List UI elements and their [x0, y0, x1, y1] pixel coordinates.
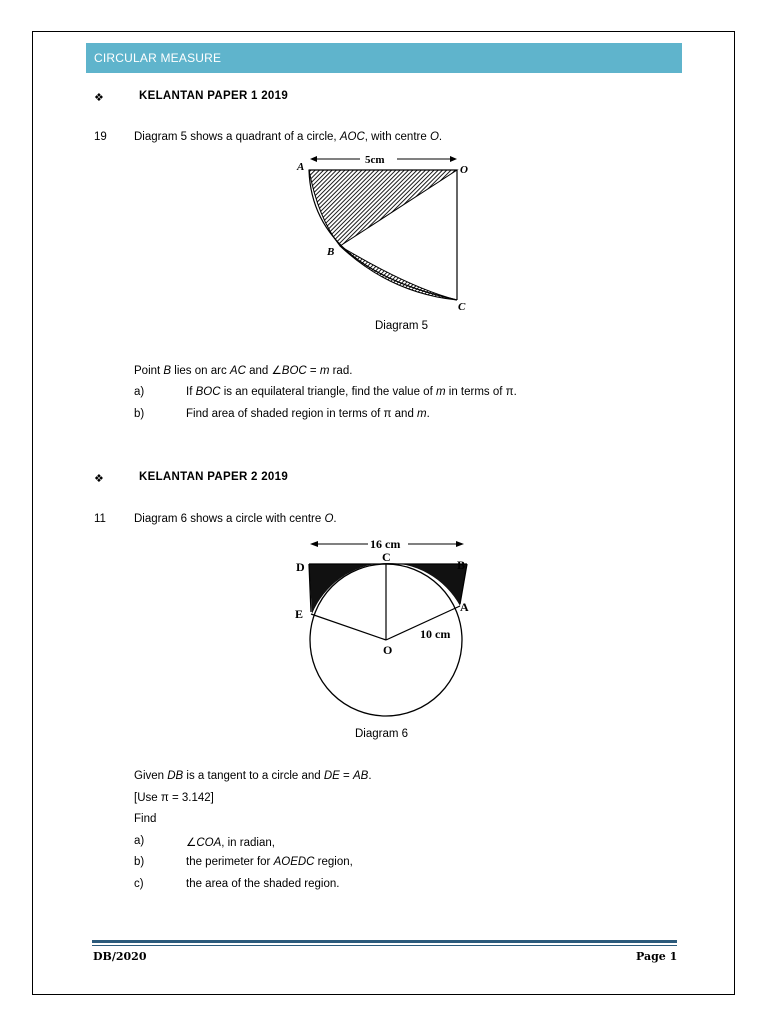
footer-left: DB/2020: [93, 950, 147, 963]
length-label: 5cm: [365, 154, 385, 166]
diagram-6: [290, 530, 480, 725]
q19-intro: Diagram 5 shows a quadrant of a circle, AOC, with centre O.: [134, 131, 443, 143]
section2-title: KELANTAN PAPER 2 2019: [139, 471, 289, 483]
q19-part-a-text: If BOC is an equilateral triangle, find the value of m in terms of π.: [186, 386, 517, 398]
q11-use-pi: [Use π = 3.142]: [134, 792, 214, 804]
section1-title: KELANTAN PAPER 1 2019: [139, 90, 289, 102]
label-c: C: [458, 301, 466, 313]
diagram6-caption: Diagram 6: [355, 728, 409, 740]
label-a: A: [297, 161, 305, 173]
section2-bullet: ❖: [94, 473, 104, 485]
q11-intro: Diagram 6 shows a circle with centre O.: [134, 513, 337, 525]
header-bar: [86, 43, 682, 73]
q11-part-c-label: c): [134, 878, 144, 890]
label-o: O: [460, 164, 468, 176]
label-b: B: [327, 246, 335, 258]
label-e: E: [295, 607, 304, 621]
q11-number: 11: [94, 513, 106, 525]
diagram-5: [290, 148, 480, 318]
radius-label: 10 cm: [420, 627, 451, 641]
label-c: C: [382, 550, 391, 564]
q11-part-c-text: the area of the shaded region.: [186, 878, 340, 890]
width-label: 16 cm: [370, 537, 401, 551]
q19-point-text: Point B lies on arc AC and ∠BOC = m rad.: [134, 365, 353, 377]
shaded-region-bc: [340, 246, 457, 300]
q19-part-b-text: Find area of shaded region in terms of π and m.: [186, 408, 430, 420]
diagram5-caption: Diagram 5: [375, 320, 429, 332]
footer-rule-thin: [92, 945, 677, 946]
q11-find: Find: [134, 813, 157, 825]
q19-number: 19: [94, 131, 107, 143]
section1-bullet: ❖: [94, 92, 104, 104]
label-o: O: [383, 643, 393, 657]
q19-part-b-label: b): [134, 408, 145, 420]
footer-page-number: Page 1: [636, 950, 678, 963]
q11-part-b-text: the perimeter for AOEDC region,: [186, 856, 353, 868]
q11-part-a-text: ∠COA, in radian,: [186, 837, 275, 849]
footer-rule: [92, 940, 677, 943]
q11-part-b-label: b): [134, 856, 145, 868]
label-a: A: [460, 600, 469, 614]
label-d: D: [296, 560, 305, 574]
q19-part-a-label: a): [134, 386, 145, 398]
header-title: CIRCULAR MEASURE: [94, 51, 222, 65]
q11-part-a-label: a): [134, 835, 145, 847]
label-b: B: [457, 558, 466, 572]
q11-given-text: Given DB is a tangent to a circle and DE = AB.: [134, 770, 372, 782]
